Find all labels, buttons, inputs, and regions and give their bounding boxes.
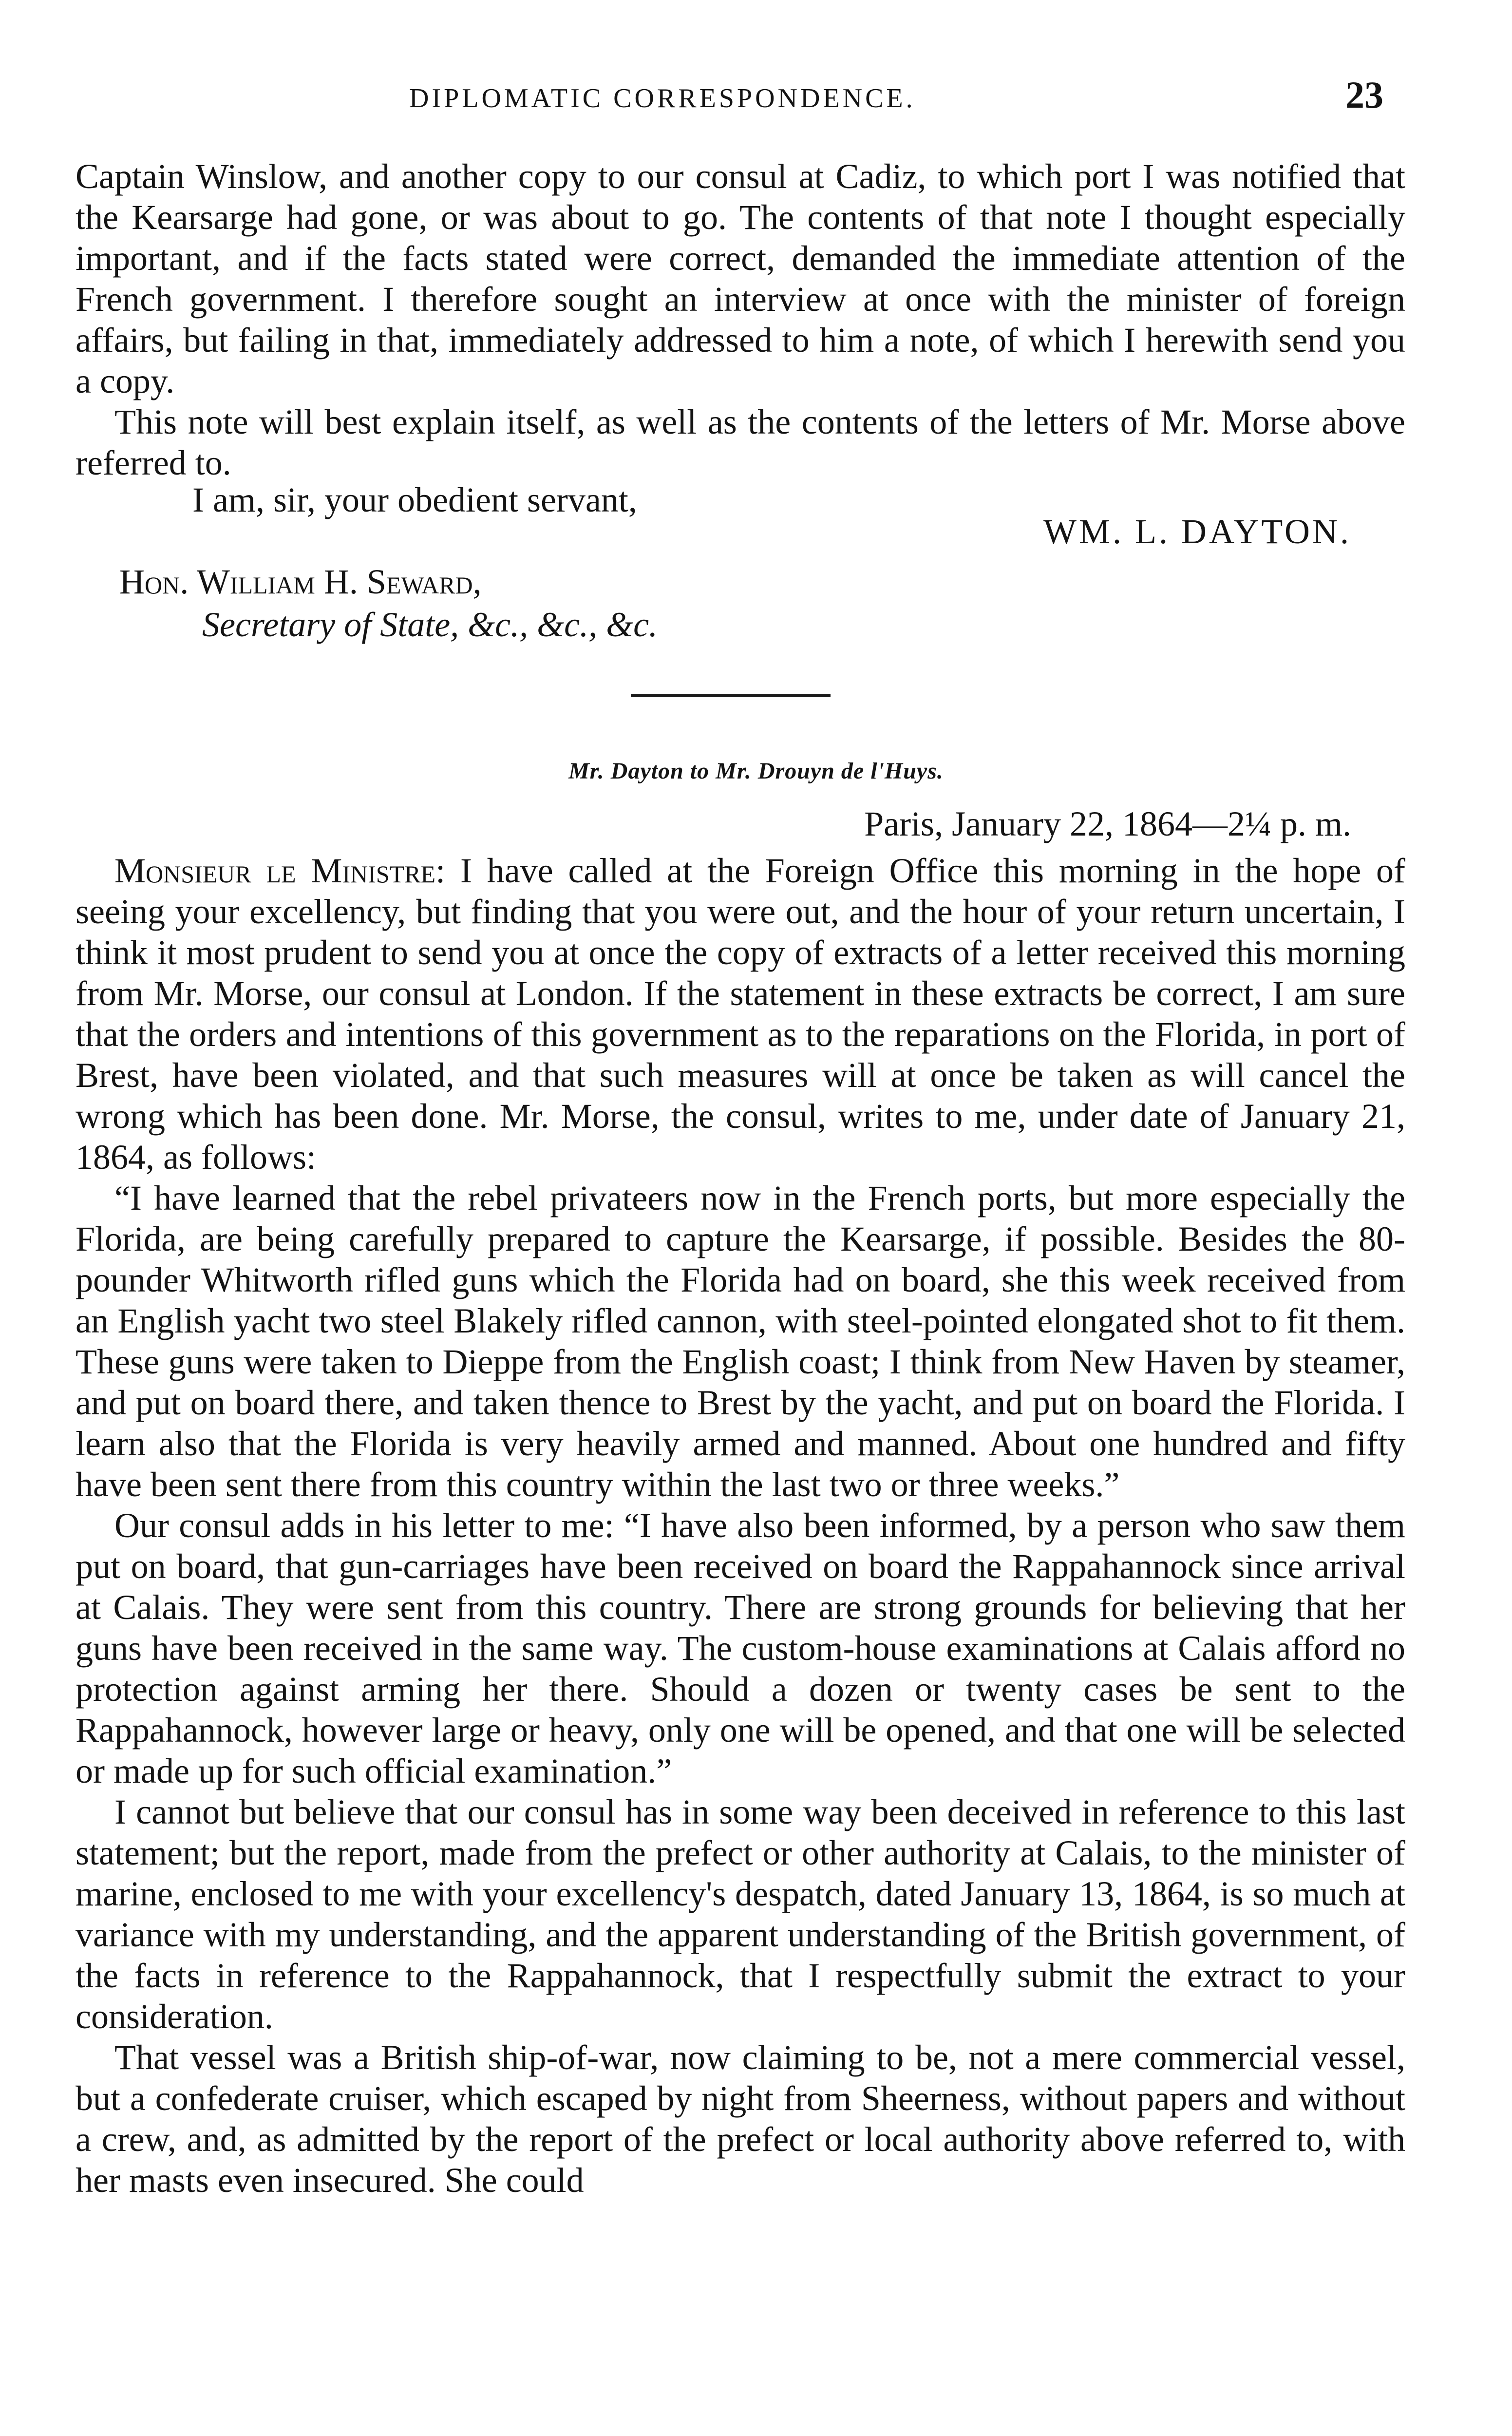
- page-number: 23: [1345, 74, 1383, 116]
- letter-dateline: Paris, January 22, 1864—2¼ p. m.: [864, 804, 1351, 843]
- quoted-extract: “I have learned that the rebel privateers now in the French ports, but more especially the Florida, are being carefully prepared to capture the Kearsarge, if possible. Besides the 80-pounder Whitworth rifled guns which the Florida had on board, she this week received from an English yacht two steel Blakely rifled cannon, with steel-pointed elongated shot to fit them. These guns were taken to Dieppe from the English coast; I think from New Haven by steamer, and put on board there, and taken thence to Brest by the yacht, and put on board the Florida. I learn also that the Florida is very heavily armed and manned. About one hundred and fifty have been sent there from this country within the last two or three weeks.”: [76, 1179, 1405, 1504]
- header-title: DIPLOMATIC CORRESPONDENCE.: [409, 83, 916, 114]
- addressee-block: [119, 560, 658, 646]
- running-header: [68, 73, 1383, 127]
- signature: WM. L. DAYTON.: [1043, 512, 1351, 551]
- addressee-title: Secretary of State, &c., &c., &c.: [202, 605, 658, 644]
- section-divider: [631, 694, 831, 697]
- letter-body: [76, 850, 1405, 2201]
- letter-heading: Mr. Dayton to Mr. Drouyn de l'Huys.: [568, 758, 944, 784]
- letter-paragraph-4: That vessel was a British ship-of-war, now claiming to be, not a mere commercial vessel, but a confederate cruiser, which escaped by night from Sheerness, without papers and without a crew, and, as admitted by the report of the prefect or local authority above referred to, with her masts even insecured. She could: [76, 2038, 1405, 2200]
- letter-paragraph-1-text: I have called at the Foreign Office this morning in the hope of seeing your excellency, but finding that you were out, and the hour of your return uncertain, I think it most prudent to send you at once the copy of extracts of a letter received this morning from Mr. Morse, our consul at London. If the statement in these extracts be correct, I am sure that the orders and intentions of this government as to the reparations on the Florida, in port of Brest, have been violated, and that such measures will at once be taken as will cancel the wrong which has been done. Mr. Morse, the consul, writes to me, under date of January 21, 1864, as follows:: [76, 851, 1405, 1177]
- complimentary-close: I am, sir, your obedient servant,: [192, 480, 637, 519]
- intro-paragraph-2: This note will best explain itself, as well as the contents of the letters of Mr. Morse above referred to.: [76, 402, 1405, 482]
- intro-text: [76, 156, 1405, 483]
- addressee-name: Hon. William H. Seward,: [119, 562, 482, 601]
- letter-paragraph-3: I cannot but believe that our consul has in some way been deceived in reference to this last statement; but the report, made from the prefect or other authority at Calais, to the minister of marine, enclosed to me with your excellency's despatch, dated January 13, 1864, is so much at variance with my understanding, and the apparent understanding of the British government, of the facts in reference to the Rappahannock, that I respectfully submit the extract to your consideration.: [76, 1792, 1405, 2036]
- letter-salutation: Monsieur le Ministre:: [114, 851, 446, 890]
- letter-paragraph-1: [76, 850, 1405, 1178]
- intro-paragraph-1: Captain Winslow, and another copy to our consul at Cadiz, to which port I was notified that the Kearsarge had gone, or was about to go. The contents of that note I thought especially important, and if the facts stated were correct, demanded the immediate attention of the French government. I therefore sought an interview at once with the minister of foreign affairs, but failing in that, immediately addressed to him a note, of which I herewith send you a copy.: [76, 157, 1405, 400]
- letter-paragraph-2: Our consul adds in his letter to me: “I have also been informed, by a person who saw them put on board, that gun-carriages have been received on board the Rappahannock since arrival at Calais. They were sent from this country. There are strong grounds for believing that her guns have been received in the same way. The custom-house examinations at Calais afford no protection against arming her there. Should a dozen or twenty cases be sent to the Rappahannock, however large or heavy, only one will be opened, and that one will be selected or made up for such official examination.”: [76, 1506, 1405, 1790]
